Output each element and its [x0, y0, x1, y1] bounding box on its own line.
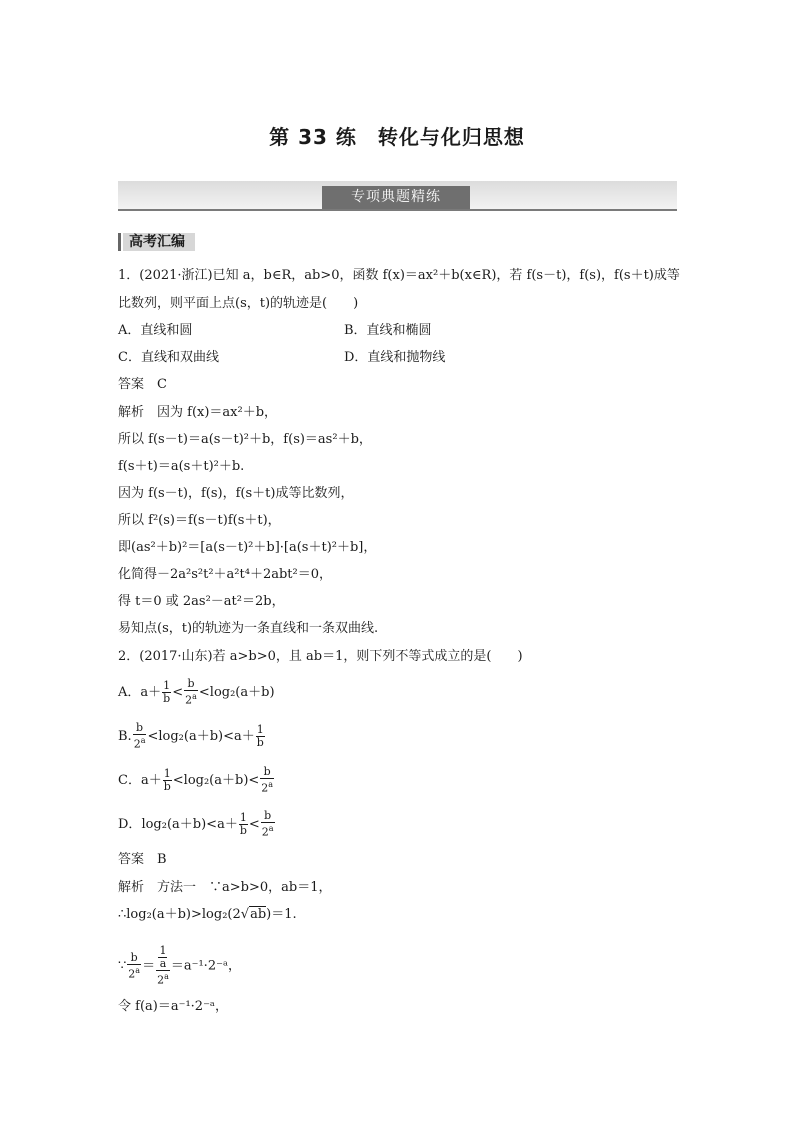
q1-solution-line: 因为 f(s－t)，f(s)，f(s＋t)成等比数列，	[118, 486, 354, 501]
fraction: $\frac{b}{2^a}$	[133, 721, 146, 751]
q2-sol2-part1: ∴log₂(a＋b)>log₂(2	[118, 907, 241, 922]
fraction: $\frac{1}{b}$	[163, 678, 171, 705]
q1-solution-line: 所以 f(s－t)＝a(s－t)²＋b，f(s)＝as²＋b，	[118, 432, 372, 447]
q1-option-a: A．直线和圆	[118, 323, 193, 338]
fraction: $\frac{b}{2^a}$	[261, 765, 274, 795]
q2-option-d: D．log₂(a＋b)<a＋ $\frac{1}{b}$ < $\frac{b}{2^a}$	[118, 809, 274, 839]
q2-option-a-prefix: A．	[118, 684, 141, 700]
page-title: 第 33 练 转化与化归思想	[269, 125, 525, 149]
fraction: $\frac{1}{b}$	[256, 722, 264, 749]
q1-stem-line2: 比数列，则平面上点(s，t)的轨迹是( )	[118, 296, 359, 311]
q2-option-b-prefix: B.	[118, 728, 132, 744]
q2-option-b: B. $\frac{b}{2^a}$ <log₂(a＋b)<a＋ $\frac{1}{b}$	[118, 721, 264, 751]
q1-solution-line: f(s＋t)＝a(s＋t)²＋b.	[118, 459, 245, 474]
section-tag-marker	[118, 233, 121, 251]
section-banner	[118, 181, 677, 213]
q2-solution-line: ∴log₂(a＋b)>log₂(2√ab)＝1.	[118, 907, 297, 922]
q1-solution-line: 所以 f²(s)＝f(s－t)f(s＋t)，	[118, 513, 281, 528]
fraction: $\frac{b}{2^a}$	[261, 809, 274, 839]
q1-option-b: B．直线和椭圆	[344, 323, 432, 338]
q2-option-c: C．a＋ $\frac{1}{b}$ <log₂(a＋b)< $\frac{b}{2^a}$	[118, 765, 274, 795]
q2-solution-line: ∵ $\frac{b}{2^a}$ ＝ $\frac{\frac{1}{a}}{2^a}$ ＝a⁻¹·2⁻ᵃ，	[118, 944, 241, 987]
q2-sol2-part2: )＝1.	[266, 907, 297, 922]
compound-fraction: $\frac{\frac{1}{a}}{2^a}$	[157, 944, 169, 987]
fraction: $\frac{b}{2^a}$	[185, 677, 197, 707]
sqrt-radicand: ab	[250, 907, 267, 922]
q2-option-d-prefix: D．	[118, 816, 142, 832]
fraction: $\frac{1}{b}$	[163, 766, 171, 793]
section-tag-label: 高考汇编	[123, 233, 195, 251]
q2-solution-line: 令 f(a)＝a⁻¹·2⁻ᵃ，	[118, 999, 228, 1014]
banner-rule	[118, 209, 677, 211]
q2-answer: 答案 B	[118, 852, 167, 867]
q1-solution-line: 即(as²＋b)²＝[a(s－t)²＋b]·[a(s＋t)²＋b]，	[118, 540, 377, 555]
fraction: $\frac{b}{2^a}$	[128, 950, 141, 981]
q1-answer: 答案 C	[118, 377, 167, 392]
q2-option-c-prefix: C．	[118, 772, 141, 788]
q1-option-d: D．直线和抛物线	[344, 350, 446, 365]
q1-solution-line: 得 t＝0 或 2as²－at²＝2b，	[118, 594, 285, 609]
q1-solution-line: 易知点(s，t)的轨迹为一条直线和一条双曲线.	[118, 621, 379, 636]
fraction: $\frac{1}{b}$	[239, 810, 247, 837]
q1-option-c: C．直线和双曲线	[118, 350, 219, 365]
q2-sol3-tail: ＝a⁻¹·2⁻ᵃ，	[170, 958, 241, 974]
q1-stem-line1: 1．(2021·浙江)已知 a，b∈R，ab>0，函数 f(x)＝ax²＋b(x∈R)，若 f(s－t)，f(s)，f(s＋t)成等	[118, 268, 680, 283]
q2-solution-line: 解析 方法一 ∵a>b>0，ab＝1，	[118, 880, 332, 895]
q1-solution-line: 化简得－2a²s²t²＋a²t⁴＋2abt²＝0，	[118, 567, 332, 582]
q1-solution-line: 解析 因为 f(x)＝ax²＋b，	[118, 405, 278, 420]
q2-stem: 2．(2017·山东)若 a>b>0，且 ab＝1，则下列不等式成立的是( )	[118, 649, 523, 664]
banner-tab: 专项典题精练	[322, 186, 470, 209]
section-tag	[118, 232, 195, 252]
q2-option-a: A．a＋ $\frac{1}{b}$ < $\frac{b}{2^a}$ <log₂(a＋b)	[118, 677, 275, 707]
